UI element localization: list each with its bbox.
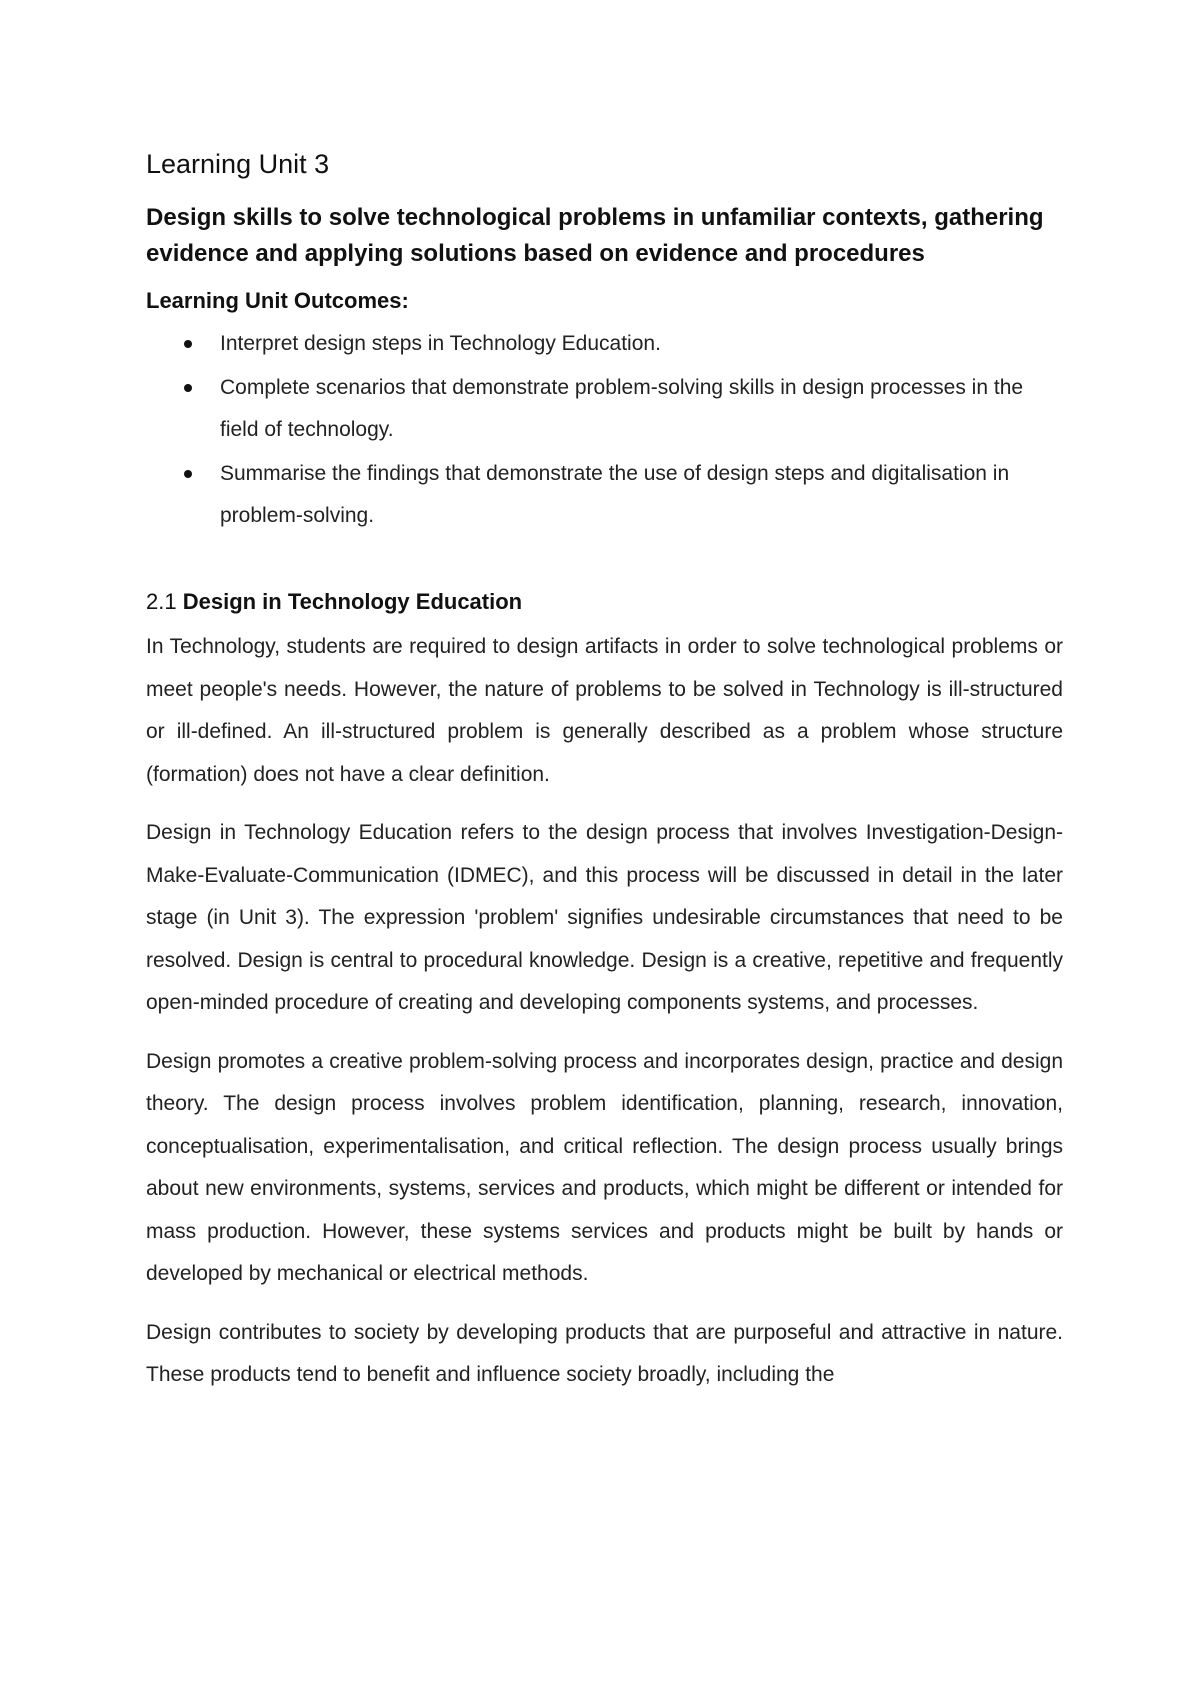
list-item xyxy=(146,367,1063,451)
unit-subtitle: Design skills to solve technological problems in unfamiliar contexts, gathering evidence and applying solutions based on evidence and procedures xyxy=(146,204,1044,268)
bullet-icon xyxy=(184,340,192,348)
outcome-text: Summarise the findings that demonstrate the use of design steps and digitalisation in problem-solving. xyxy=(220,462,1010,528)
bullet-icon xyxy=(184,384,192,392)
outcomes-heading: Learning Unit Outcomes: xyxy=(146,288,409,314)
section-title: Design in Technology Education xyxy=(182,589,523,615)
section-number: 2.1 xyxy=(146,589,177,615)
body-paragraph: In Technology, students are required to design artifacts in order to solve technological problems or meet people's needs. However, the nature of problems to be solved in Technology is ill-structured or ill-defined. An ill-structured problem is generally described as a problem whose structure (formation) does not have a clear definition. xyxy=(146,635,1063,786)
list-item xyxy=(146,453,1063,537)
body-paragraph: Design in Technology Education refers to the design process that involves Investigation-Design-Make-Evaluate-Communication (IDMEC), and this process will be discussed in detail in the later stage (in Unit 3). The expression 'problem' signifies undesirable circumstances that need to be resolved. Design is central to procedural knowledge. Design is a creative, repetitive and frequently open-minded procedure of creating and developing components systems, and processes. xyxy=(146,821,1063,1015)
outcomes-list xyxy=(146,323,1063,537)
outcome-text: Complete scenarios that demonstrate problem-solving skills in design processes in the field of technology. xyxy=(220,376,1024,442)
body-paragraph: Design promotes a creative problem-solving process and incorporates design, practice and design theory. The design process involves problem identification, planning, research, innovation, conceptualisation, experimentalisation, and critical reflection. The design process usually brings about new environments, systems, services and products, which might be different or intended for mass production. However, these systems services and products might be built by hands or developed by mechanical or electrical methods. xyxy=(146,1049,1063,1286)
list-item xyxy=(146,323,1063,365)
body-paragraph: Design contributes to society by developing products that are purposeful and attractive in nature. These products tend to benefit and influence society broadly, including the xyxy=(146,1320,1063,1387)
bullet-icon xyxy=(184,470,192,478)
unit-title: Learning Unit 3 xyxy=(146,149,330,179)
section-heading xyxy=(146,585,1063,618)
outcome-text: Interpret design steps in Technology Education. xyxy=(220,332,661,356)
document-page xyxy=(146,148,1063,1413)
